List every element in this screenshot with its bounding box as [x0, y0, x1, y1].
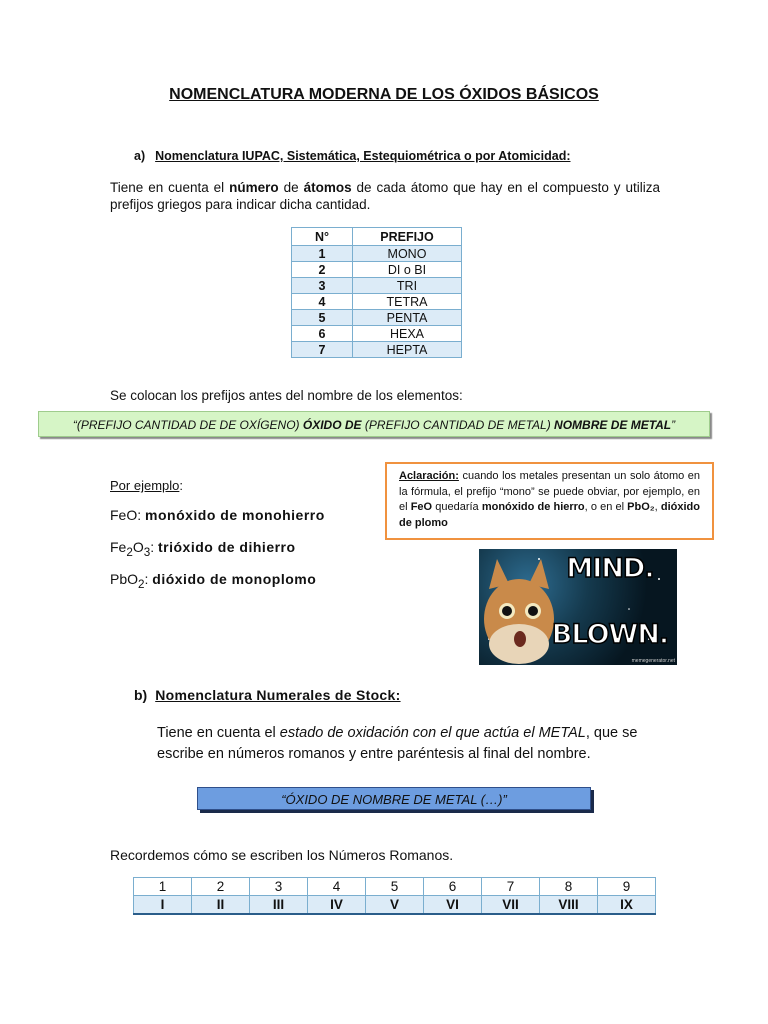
para-italic: estado de oxidación con el que actúa el METAL — [279, 725, 586, 741]
example-formula: FeO — [110, 507, 138, 523]
roman-numeral: II — [192, 896, 250, 915]
section-b-label: Nomenclatura Numerales de Stock: — [155, 687, 401, 703]
meme-text-top: MIND. — [566, 553, 654, 584]
note-bold: FeO — [410, 501, 433, 513]
note-bold: dióxido de plomo — [399, 501, 700, 529]
example-subscript: 2 — [126, 545, 133, 559]
prefix-number: 6 — [292, 326, 353, 342]
table-row — [292, 262, 462, 278]
table-row-arabic — [134, 878, 656, 896]
table-row — [292, 294, 462, 310]
roman-numerals-table — [133, 877, 656, 915]
section-b-paragraph — [157, 723, 657, 765]
mind-blown-meme-image — [479, 549, 677, 665]
prefix-table — [291, 227, 462, 358]
note-text: cuando los metales presentan un solo átomo en la fórmula, el prefijo “mono” se puede obviar, por ejemplo, en el — [399, 470, 700, 513]
roman-numeral: VIII — [540, 896, 598, 915]
section-a-paragraph — [110, 179, 660, 213]
iupac-formula-box — [38, 411, 710, 437]
formula-text: ” — [671, 418, 676, 432]
note-text: , — [654, 501, 661, 513]
note-text: quedaría — [432, 501, 482, 513]
prefix-number: 4 — [292, 294, 353, 310]
section-a-label: Nomenclatura IUPAC, Sistemática, Estequiométrica o por Atomicidad: — [155, 149, 571, 163]
roman-numeral: V — [366, 896, 424, 915]
prefix-number: 7 — [292, 342, 353, 358]
note-text: , o en el — [584, 501, 628, 513]
note-bold: monóxido de hierro — [481, 501, 585, 513]
arabic-number: 7 — [482, 878, 540, 896]
example-fe2o3: $Fe_2O_3$: trióxido de dihierro — [110, 539, 296, 559]
note-heading: Aclaración: — [399, 470, 459, 482]
prefix-name: MONO — [353, 246, 462, 262]
para-bold-numero: número — [229, 180, 279, 195]
example-subscript: 3 — [143, 545, 151, 559]
table-row — [292, 310, 462, 326]
stock-formula-box: “ÓXIDO DE NOMBRE DE METAL (…)” — [197, 787, 591, 810]
section-b-heading — [134, 687, 401, 703]
prefix-intro: Se colocan los prefijos antes del nombre de los elementos: — [110, 388, 463, 403]
arabic-number: 9 — [598, 878, 656, 896]
cat-mouth — [514, 631, 526, 647]
prefix-name: HEXA — [353, 326, 462, 342]
arabic-number: 8 — [540, 878, 598, 896]
prefix-number: 2 — [292, 262, 353, 278]
prefix-name: HEPTA — [353, 342, 462, 358]
roman-numeral: VI — [424, 896, 482, 915]
prefix-number: 5 — [292, 310, 353, 326]
example-feo: FeO: monóxido de monohierro — [110, 507, 325, 523]
prefix-name: PENTA — [353, 310, 462, 326]
formula-bold-metal: NOMBRE DE METAL — [554, 418, 672, 432]
para-bold-atomos: átomos — [303, 180, 352, 195]
examples-label — [110, 478, 183, 493]
example-name: trióxido de dihierro — [157, 539, 296, 555]
examples-label-text: Por ejemplo — [110, 478, 180, 493]
formula-text: (PREFIJO CANTIDAD DE METAL) — [361, 418, 555, 432]
cat-ear-left — [489, 559, 509, 589]
table-row — [292, 246, 462, 262]
example-name: monóxido de monohierro — [145, 507, 325, 523]
roman-numeral: IX — [598, 896, 656, 915]
note-bold: PbO₂ — [627, 501, 655, 513]
examples-colon: : — [179, 478, 183, 493]
arabic-number: 5 — [366, 878, 424, 896]
meme-text-bottom: BLOWN. — [551, 619, 669, 650]
para-text: , que se escribe en números romanos y entre paréntesis al final del nombre. — [157, 725, 638, 762]
example-formula: PbO — [110, 571, 139, 587]
arabic-number: 3 — [250, 878, 308, 896]
arabic-number: 4 — [308, 878, 366, 896]
example-formula: Fe — [110, 539, 127, 555]
section-b-marker: b) — [134, 687, 148, 703]
arabic-number: 2 — [192, 878, 250, 896]
roman-numeral: I — [134, 896, 192, 915]
prefix-name: TRI — [353, 278, 462, 294]
section-a-marker: a) — [134, 149, 146, 163]
prefix-table-header-prefix: PREFIJO — [353, 228, 462, 246]
para-text: de cada átomo que hay en el compuesto y utiliza prefijos griegos para indicar dicha cantidad. — [110, 180, 660, 212]
meme-credit: memegenerator.net — [631, 658, 675, 664]
formula-bold-oxido: ÓXIDO DE — [302, 418, 362, 432]
arabic-number: 1 — [134, 878, 192, 896]
table-row — [292, 342, 462, 358]
table-row — [292, 278, 462, 294]
prefix-table-header-n: N° — [292, 228, 353, 246]
table-row — [292, 326, 462, 342]
example-name: dióxido de monoplomo — [152, 571, 317, 587]
roman-numeral: VII — [482, 896, 540, 915]
example-pbo2: PbO$_2$: dióxido de monoplomo — [110, 571, 317, 591]
table-row-roman — [134, 896, 656, 915]
prefix-name: TETRA — [353, 294, 462, 310]
formula-text: “(PREFIJO CANTIDAD DE DE OXÍGENO) — [72, 418, 303, 432]
section-a-heading — [134, 149, 571, 163]
para-text: Tiene en cuenta el — [157, 725, 280, 741]
roman-intro: Recordemos cómo se escriben los Números Romanos. — [110, 847, 454, 863]
roman-numeral: III — [250, 896, 308, 915]
prefix-number: 1 — [292, 246, 353, 262]
example-formula: O — [132, 539, 144, 555]
arabic-number: 6 — [424, 878, 482, 896]
prefix-number: 3 — [292, 278, 353, 294]
para-text: de — [278, 180, 304, 195]
para-text: Tiene en cuenta el — [110, 180, 230, 195]
roman-numeral: IV — [308, 896, 366, 915]
example-subscript: 2 — [138, 577, 145, 591]
prefix-name: DI o BI — [353, 262, 462, 278]
clarification-note — [385, 462, 714, 540]
page-title: NOMENCLATURA MODERNA DE LOS ÓXIDOS BÁSICOS — [169, 86, 599, 103]
